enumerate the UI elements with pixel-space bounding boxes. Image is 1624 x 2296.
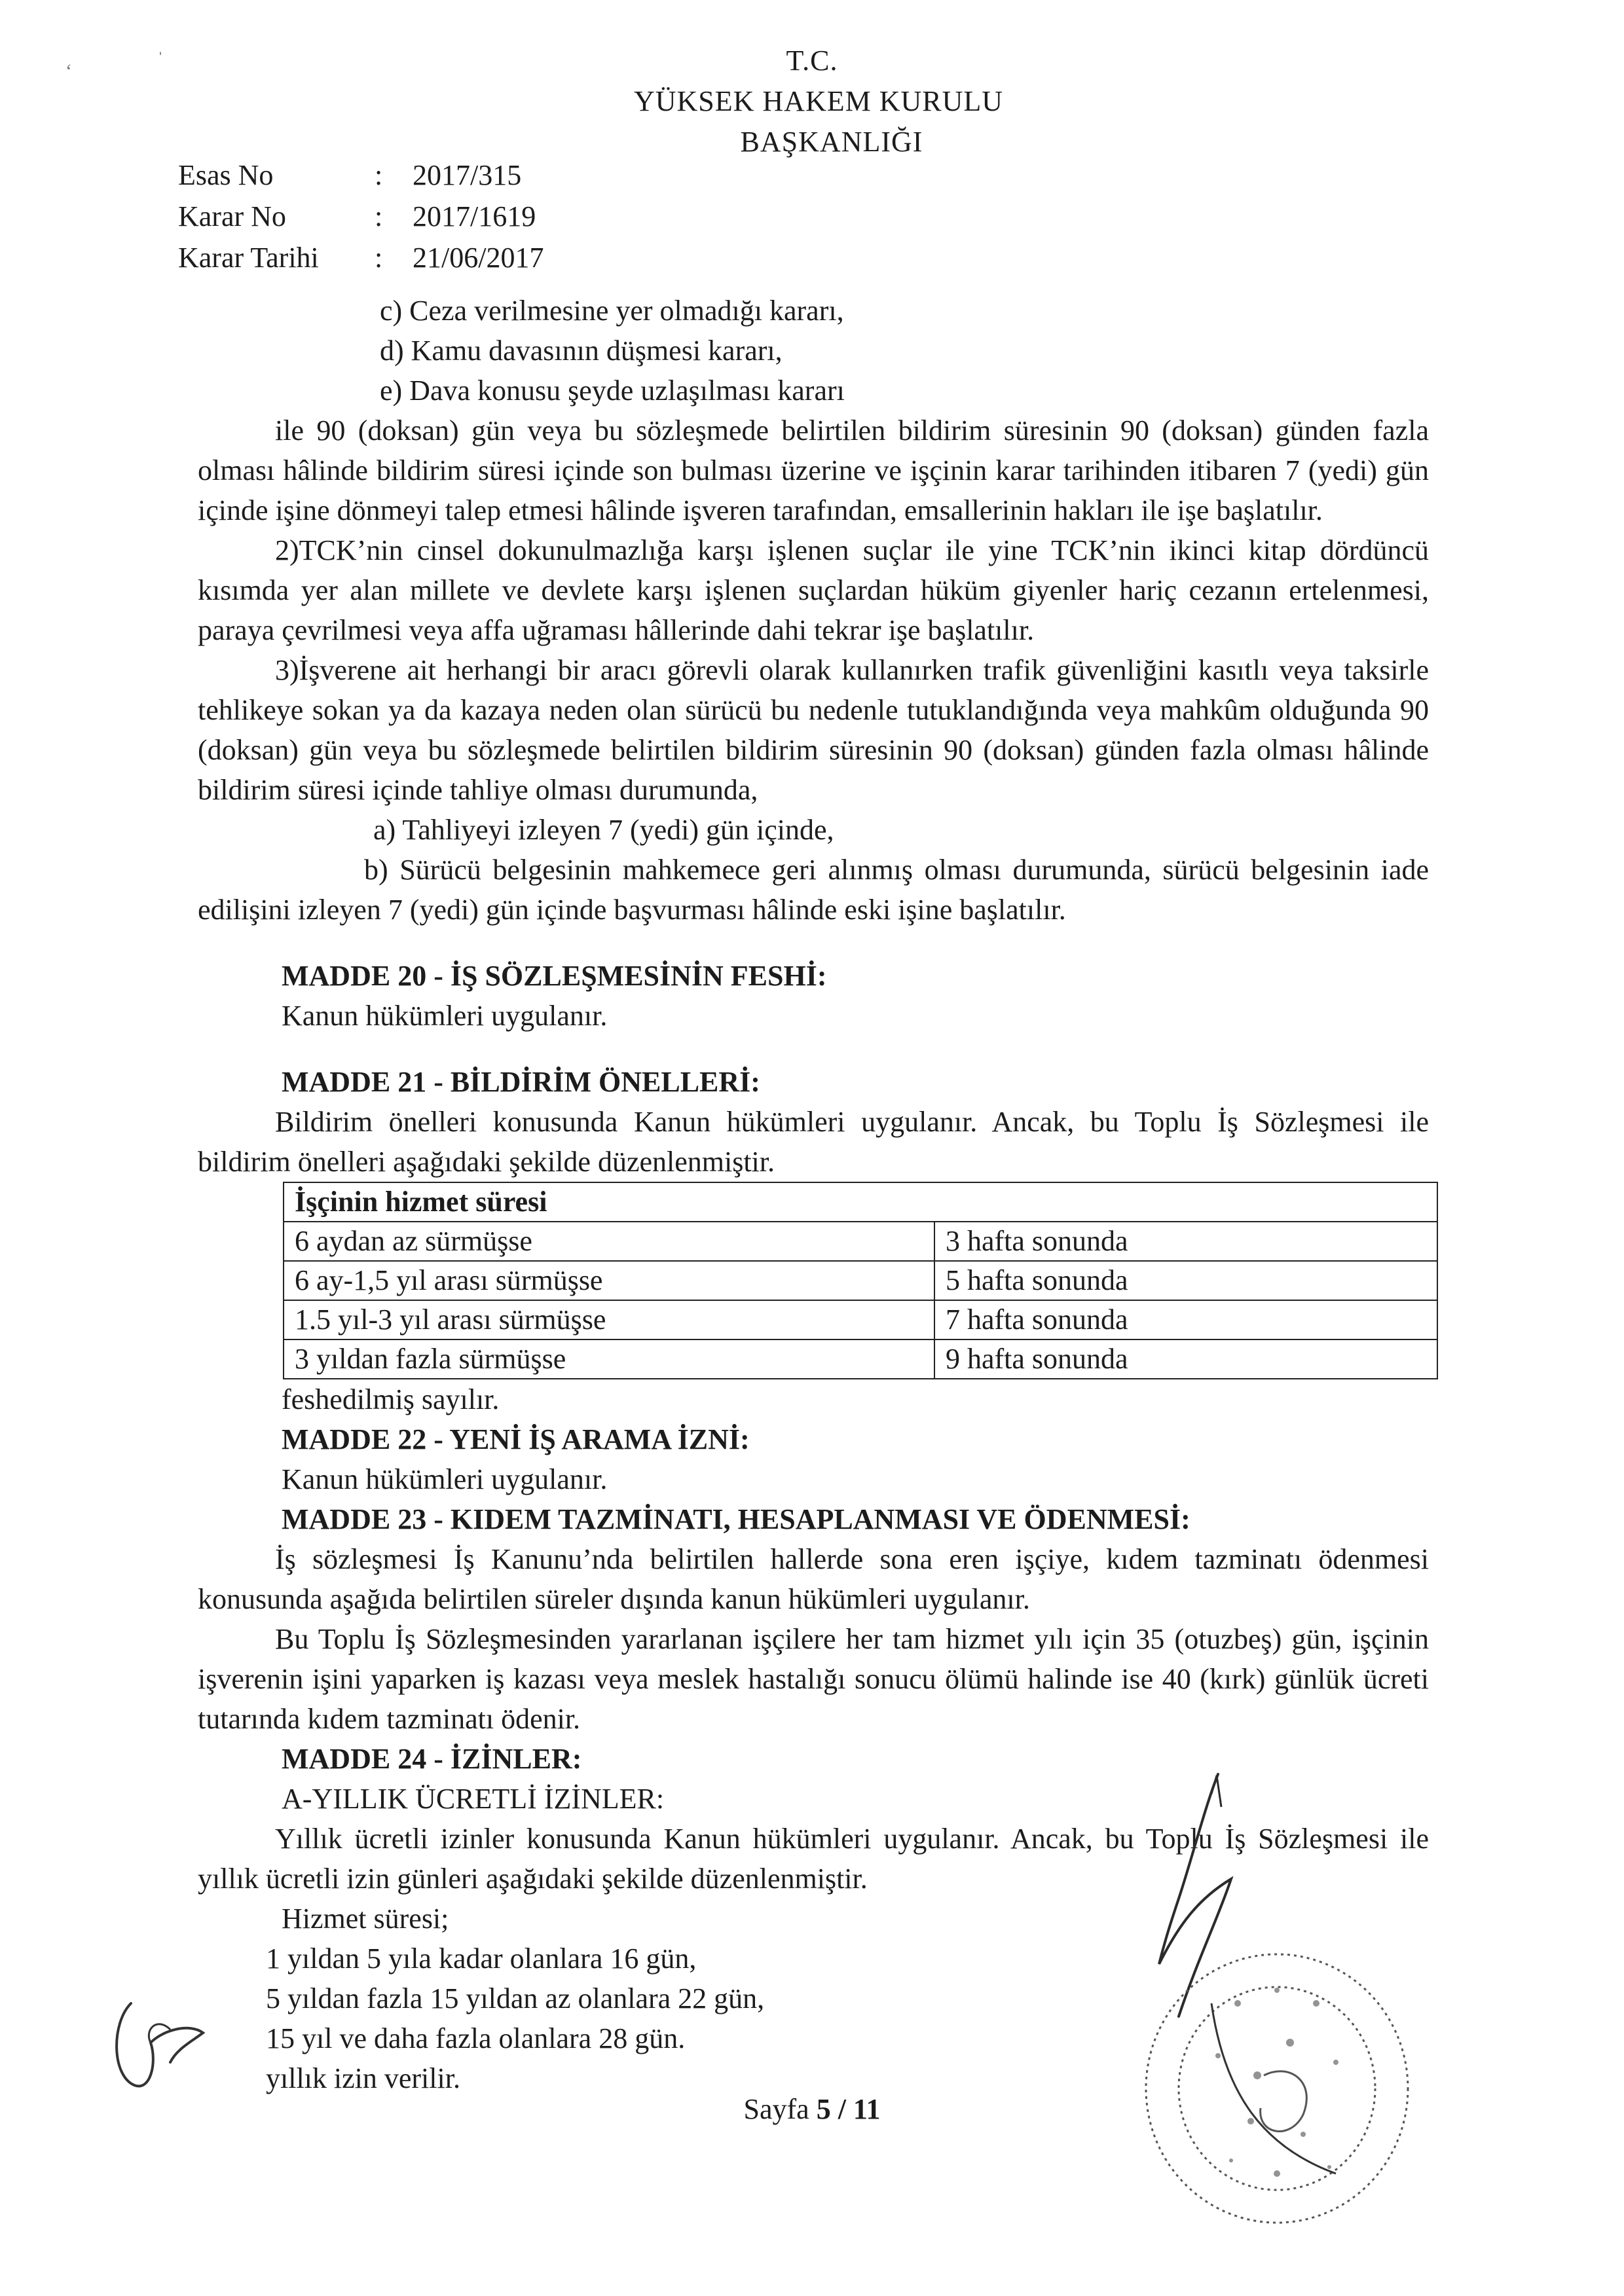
official-seal-icon bbox=[1120, 1925, 1434, 2252]
meta-colon: : bbox=[375, 242, 383, 274]
article-24-list-item: 5 yıldan fazla 15 yıldan az olanlara 22 gün, bbox=[266, 1982, 765, 2014]
list-item-a: a) Tahliyeyi izleyen 7 (yedi) gün içinde, bbox=[373, 814, 834, 846]
meta-row-karar bbox=[178, 196, 544, 237]
article-22-title: MADDE 22 - YENİ İŞ ARAMA İZNİ: bbox=[282, 1423, 750, 1455]
article-24-list-end: yıllık izin verilir. bbox=[266, 2062, 460, 2094]
article-21-after: feshedilmiş sayılır. bbox=[282, 1383, 500, 1415]
article-24-subtitle: A-YILLIK ÜCRETLİ İZİNLER: bbox=[282, 1783, 665, 1815]
meta-colon: : bbox=[375, 159, 383, 191]
table-row bbox=[284, 1339, 1437, 1379]
page-label: Sayfa bbox=[743, 2093, 809, 2125]
header-line-presidency: BAŞKANLIĞI bbox=[740, 126, 923, 158]
paragraph-3: 3)İşverene ait herhangi bir aracı görevli olarak kullanırken trafik güvenliğini kasıtlı veya taksirle tehlikeye sokan ya da kazaya neden olan sürücü bu nedenle tutuklandığında veya mahkûm olduğunda 90 (doksan) gün veya bu sözleşmede belirtilen bildirim süresinin 90 (doksan) günden fazla olması hâlinde bildirim süresi içinde tahliye olması durumunda, bbox=[198, 654, 1429, 806]
article-24-title: MADDE 24 - İZİNLER: bbox=[282, 1743, 582, 1775]
list-item-d: d) Kamu davasının düşmesi kararı, bbox=[380, 335, 783, 367]
paragraph-2: 2)TCK’nin cinsel dokunulmazlığa karşı işlenen suçlar ile yine TCK’nin ikinci kitap dördüncü kısımda yer alan millete ve devlete karşı işlenen suçlardan hüküm giyenler hariç cezanın ertelenmesi, paraya çevrilmesi veya affa uğraması hâllerinde dahi tekrar işe başlatılır. bbox=[198, 534, 1429, 646]
article-24-paragraph-1: Yıllık ücretli izinler konusunda Kanun hükümleri uygulanır. Ancak, bu Toplu İş Sözleşmesi ile yıllık ücretli izin günleri aşağıdaki şekilde düzenlenmiştir. bbox=[198, 1823, 1429, 1895]
page-separator: / bbox=[838, 2093, 846, 2125]
article-24-list-item: 1 yıldan 5 yıla kadar olanlara 16 gün, bbox=[266, 1942, 697, 1975]
meta-row-esas bbox=[178, 155, 544, 196]
article-21-text: Bildirim önelleri konusunda Kanun hükümleri uygulanır. Ancak, bu Toplu İş Sözleşmesi ile bildirim önelleri aşağıdaki şekilde düzenlenmiştir. bbox=[198, 1106, 1429, 1178]
table-row bbox=[284, 1261, 1437, 1300]
table-cell-duration: 3 yıldan fazla sürmüşse bbox=[284, 1339, 934, 1379]
article-24-list-intro: Hizmet süresi; bbox=[282, 1903, 449, 1935]
table-header-row bbox=[284, 1182, 1437, 1222]
notice-period-table bbox=[283, 1182, 1438, 1379]
scan-mark: ˈ bbox=[157, 48, 164, 70]
article-21-title: MADDE 21 - BİLDİRİM ÖNELLERİ: bbox=[282, 1066, 760, 1098]
scan-mark: ʻ bbox=[65, 60, 72, 82]
article-20-text: Kanun hükümleri uygulanır. bbox=[282, 1000, 608, 1032]
header-line-court: YÜKSEK HAKEM KURULU bbox=[633, 85, 1004, 117]
article-23-paragraph-1: İş sözleşmesi İş Kanunu’nda belirtilen hallerde sona eren işçiye, kıdem tazminatı ödenmesi konusunda aşağıda belirtilen süreler dışında kanun hükümleri uygulanır. bbox=[198, 1543, 1429, 1615]
table-cell-notice: 7 hafta sonunda bbox=[934, 1300, 1437, 1339]
document-header bbox=[0, 41, 1624, 162]
article-23-title: MADDE 23 - KIDEM TAZMİNATI, HESAPLANMASI VE ÖDENMESİ: bbox=[282, 1503, 1190, 1535]
page-footer bbox=[0, 2092, 1624, 2126]
list-item-e: e) Dava konusu şeyde uzlaşılması kararı bbox=[380, 374, 845, 407]
table-cell-duration: 1.5 yıl-3 yıl arası sürmüşse bbox=[284, 1300, 934, 1339]
table-row bbox=[284, 1300, 1437, 1339]
article-22-text: Kanun hükümleri uygulanır. bbox=[282, 1463, 608, 1495]
list-item-b: b) Sürücü belgesinin mahkemece geri alınmış olması durumunda, sürücü belgesinin iade edilişini izleyen 7 (yedi) gün içinde başvurması hâlinde eski işine başlatılır. bbox=[198, 854, 1429, 926]
article-20-title: MADDE 20 - İŞ SÖZLEŞMESİNİN FESHİ: bbox=[282, 960, 827, 992]
meta-value: 21/06/2017 bbox=[413, 242, 544, 274]
table-header-cell: İşçinin hizmet süresi bbox=[284, 1182, 1437, 1222]
table-cell-notice: 5 hafta sonunda bbox=[934, 1261, 1437, 1300]
page-total: 11 bbox=[853, 2093, 881, 2125]
handwritten-initial-icon bbox=[105, 1977, 223, 2108]
meta-label: Karar Tarihi bbox=[178, 242, 319, 274]
meta-label: Esas No bbox=[178, 159, 274, 191]
header-line-tc: T.C. bbox=[786, 45, 838, 77]
table-cell-duration: 6 aydan az sürmüşse bbox=[284, 1222, 934, 1261]
case-meta bbox=[178, 155, 544, 278]
meta-colon: : bbox=[375, 200, 383, 232]
list-item-c: c) Ceza verilmesine yer olmadığı kararı, bbox=[380, 295, 844, 327]
meta-row-tarih bbox=[178, 237, 544, 278]
meta-value: 2017/315 bbox=[413, 159, 522, 191]
table-cell-notice: 3 hafta sonunda bbox=[934, 1222, 1437, 1261]
article-23-paragraph-2: Bu Toplu İş Sözleşmesinden yararlanan işçilere her tam hizmet yılı için 35 (otuzbeş) gün, işçinin işverenin işini yaparken iş kazası veya meslek hastalığı sonucu ölümü halinde ise 40 (kırk) günlük ücreti tutarında kıdem tazminatı ödenir. bbox=[198, 1623, 1429, 1735]
meta-label: Karar No bbox=[178, 200, 286, 232]
table-cell-notice: 9 hafta sonunda bbox=[934, 1339, 1437, 1379]
meta-value: 2017/1619 bbox=[413, 200, 536, 232]
paragraph-1: ile 90 (doksan) gün veya bu sözleşmede belirtilen bildirim süresinin 90 (doksan) günden fazla olması hâlinde bildirim süresi içinde son bulması üzerine ve işçinin karar tarihinden itibaren 7 (yedi) gün içinde işine dönmeyi talep etmesi hâlinde işveren tarafından, emsallerinin hakları ile işe başlatılır. bbox=[198, 414, 1429, 526]
page-current: 5 bbox=[816, 2093, 831, 2125]
table-cell-duration: 6 ay-1,5 yıl arası sürmüşse bbox=[284, 1261, 934, 1300]
table-row bbox=[284, 1222, 1437, 1261]
article-24-list-item: 15 yıl ve daha fazla olanlara 28 gün. bbox=[266, 2022, 686, 2054]
